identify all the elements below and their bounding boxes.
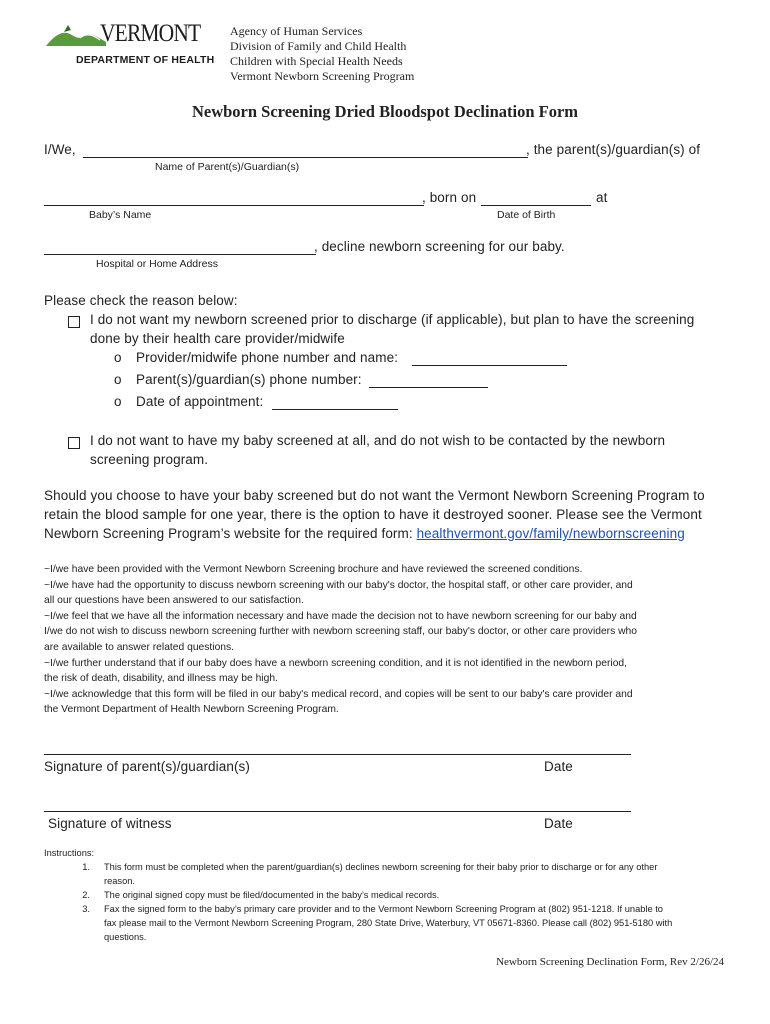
statement-line: ~I/we acknowledge that this form will be filed in our baby's medical record, and copies will be sent to our baby's care provider and — [44, 688, 633, 700]
appointment-date-label: Date of appointment: — [136, 394, 264, 409]
statement-line: are available to answer related questions. — [44, 641, 235, 653]
sub-bullet: o — [114, 372, 122, 387]
option2-checkbox[interactable] — [68, 437, 80, 449]
reason-intro: Please check the reason below: — [44, 293, 238, 308]
parent-name-label: Name of Parent(s)/Guardian(s) — [155, 161, 300, 173]
option1-text: I do not want my newborn screened prior to discharge (if applicable), but plan to have the screening — [90, 312, 695, 327]
instruction-number: 2. — [82, 890, 90, 900]
instruction-item — [44, 860, 734, 888]
instruction-item — [44, 888, 734, 902]
option1-text: done by their health care provider/midwife — [90, 331, 345, 346]
at-text: at — [596, 190, 608, 205]
instruction-line: Fax the signed form to the baby’s primary care provider and to the Vermont Newborn Screening Program at (802) 951-1218. If unable to — [104, 904, 663, 914]
provider-phone-field[interactable] — [412, 365, 567, 366]
parent-phone-label: Parent(s)/guardian(s) phone number: — [136, 372, 362, 387]
statement-line: the risk of death, disability, and illness may be high. — [44, 673, 278, 685]
iwe-prefix: I/We, — [44, 142, 76, 157]
footer-revision: Newborn Screening Declination Form, Rev 2/26/24 — [496, 956, 724, 968]
witness-signature-field[interactable] — [44, 811, 631, 812]
retain-text — [44, 526, 685, 541]
iwe-suffix: , the parent(s)/guardian(s) of — [526, 142, 701, 157]
sub-bullet: o — [114, 394, 122, 409]
witness-date-label: Date — [544, 816, 573, 831]
instruction-line: questions. — [104, 932, 147, 942]
parent-date-label: Date — [544, 759, 573, 774]
instruction-number: 3. — [82, 904, 90, 914]
instructions-list — [44, 860, 734, 944]
agency-block — [230, 24, 414, 84]
instruction-item — [44, 902, 734, 944]
retain-text-line3: Newborn Screening Program’s website for the required form: — [44, 526, 413, 541]
parent-phone-field[interactable] — [369, 387, 488, 388]
option2-text: screening program. — [90, 452, 209, 467]
baby-name-field[interactable] — [44, 205, 424, 206]
born-on-text: , born on — [422, 190, 477, 205]
sub-bullet: o — [114, 350, 122, 365]
statement-line: ~I/we have been provided with the Vermont Newborn Screening brochure and have reviewed the screened conditions. — [44, 564, 583, 575]
statement-line: all our questions have been answered to our satisfaction. — [44, 595, 304, 607]
agency-line: Agency of Human Services — [230, 24, 363, 38]
statement-line: ~I/we feel that we have all the information necessary and have made the decision not to have newborn screening for our baby and — [44, 610, 637, 622]
witness-signature-label: Signature of witness — [48, 816, 172, 831]
date-of-birth-field[interactable] — [481, 205, 591, 206]
logo-word: VERMONT — [100, 20, 201, 47]
option1-checkbox[interactable] — [68, 316, 80, 328]
newborn-screening-link[interactable]: healthvermont.gov/family/newbornscreening — [416, 526, 685, 541]
instructions-heading: Instructions: — [44, 848, 95, 858]
statement-line: I/we do not wish to discuss newborn screening further with newborn screening staff, our baby's doctor, or other care providers who — [44, 626, 638, 638]
agency-line: Division of Family and Child Health — [230, 39, 407, 53]
acknowledgement-statements — [44, 562, 734, 718]
appointment-date-field[interactable] — [272, 409, 398, 410]
statement-line: the Vermont Department of Health Newborn Screening Program. — [44, 704, 339, 716]
instruction-line: fax please mail to the Vermont Newborn Screening Program, 280 State Drive, Waterbury, VT 05671-8360. Please call (802) 951-5180 with — [104, 918, 673, 928]
retain-text: Should you choose to have your baby screened but do not want the Vermont Newborn Screening Program to — [44, 488, 705, 503]
mountain-logo-icon — [44, 22, 108, 50]
decline-text: , decline newborn screening for our baby. — [314, 239, 565, 254]
hospital-label: Hospital or Home Address — [96, 258, 218, 270]
parent-signature-field[interactable] — [44, 754, 631, 755]
baby-name-label: Baby’s Name — [89, 209, 152, 221]
parent-signature-label: Signature of parent(s)/guardian(s) — [44, 759, 251, 774]
parent-name-field[interactable] — [83, 157, 528, 158]
vermont-health-logo — [44, 20, 216, 70]
agency-line: Children with Special Health Needs — [230, 54, 403, 68]
retain-text: retain the blood sample for one year, there is the option to have it destroyed sooner. Please see the Vermont — [44, 507, 702, 522]
instruction-line: reason. — [104, 876, 136, 886]
option2-text: I do not want to have my baby screened at all, and do not wish to be contacted by the newborn — [90, 433, 666, 448]
logo-department: DEPARTMENT OF HEALTH — [76, 54, 215, 66]
instruction-line: The original signed copy must be filed/documented in the baby’s medical records. — [104, 890, 440, 900]
statement-line: ~I/we have had the opportunity to discuss newborn screening with our baby's doctor, the hospital staff, or other care provider, and — [44, 579, 633, 591]
instruction-line: This form must be completed when the parent/guardian(s) declines newborn screening for their baby prior to discharge or for any other — [104, 862, 658, 872]
hospital-address-field[interactable] — [44, 254, 316, 255]
dob-label: Date of Birth — [497, 209, 556, 221]
statement-line: ~I/we further understand that if our baby does have a newborn screening condition, and it is not identified in the newborn period, — [44, 657, 628, 669]
form-title: Newborn Screening Dried Bloodspot Declination Form — [191, 102, 579, 121]
instruction-number: 1. — [82, 862, 90, 872]
agency-line: Vermont Newborn Screening Program — [230, 69, 415, 83]
provider-phone-label: Provider/midwife phone number and name: — [136, 350, 399, 365]
